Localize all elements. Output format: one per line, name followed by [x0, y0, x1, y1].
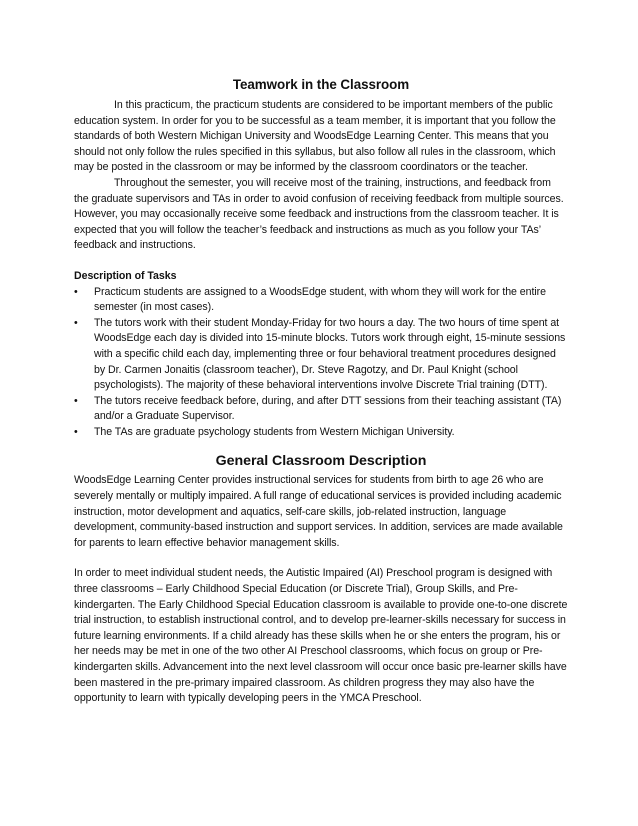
bullet-icon: •: [74, 316, 78, 329]
tasks-list: [74, 285, 568, 441]
tasks-heading: Description of Tasks: [74, 269, 177, 282]
intro-paragraph-2: Throughout the semester, you will receive most of the training, instructions, and feedback from the graduate supervisors and TAs in order to avoid confusion of receiving feedback from multiple sources. However, you may occasionally receive some feedback and instructions from the classroom teacher. It is expected that you will follow the teacher’s feedback and instructions as much as you follow your TAs’ feedback and instructions.: [74, 176, 564, 252]
task-item: [74, 425, 568, 441]
task-item: [74, 394, 568, 425]
task-text: The TAs are graduate psychology students from Western Michigan University.: [94, 425, 455, 438]
task-item: [74, 316, 568, 394]
bullet-icon: •: [74, 285, 78, 298]
document-title: Teamwork in the Classroom: [232, 77, 410, 92]
section-paragraph-2: In order to meet individual student needs, the Autistic Impaired (AI) Preschool program is designed with three classrooms – Early Childhood Special Education (or Discrete Trial), Group Skills, and Pre-kindergarten. The Early Childhood Special Education classroom is available to provide one-to-one discrete trial instruction, to establish instructional control, and to develop pre-learner-skills necessary for success in future learning environments. If a child already has these skills when he or she enters the program, his or her needs may be met in one of the two other AI Preschool classrooms, which focus on group or Pre-kindergarten skills. Advancement into the next level classroom will occur once basic pre-learner skills have been mastered in the pre-primary impaired classroom. As children progress they may also have the opportunity to learn with typically developing peers in the YMCA Preschool.: [74, 567, 568, 705]
section-paragraph-1: WoodsEdge Learning Center provides instructional services for students from birth to age 26 who are severely mentally or multiply impaired. A full range of educational services is provided including academic instruction, motor development and aquatics, self-care skills, job-related instruction, language development, community-based instruction and support services. In addition, services are made available for parents to learn effective behavior management skills.: [74, 474, 563, 549]
intro-paragraph-1: In this practicum, the practicum students are considered to be important members of the public education system. In order for you to be successful as a team member, it is important that you follow the standards of both Western Michigan University and WoodsEdge Learning Center. This means that you should not only follow the rules specified in this syllabus, but also follow all rules in the classroom, which may be posted in the classroom or may be informed by the classroom coordinators or the teacher.: [74, 99, 556, 174]
task-text: Practicum students are assigned to a WoodsEdge student, with whom they will work for the entire semester (in most cases).: [94, 285, 546, 314]
task-text: The tutors work with their student Monday-Friday for two hours a day. The two hours of time spent at WoodsEdge each day is divided into 15-minute blocks. Tutors work through eight, 15-minute sessions with a specific child each day, implementing three or four behavioral treatment procedures designed by Dr. Carmen Jonaitis (classroom teacher), Dr. Steve Ragotzy, and Dr. Paul Knight (school psychologists). The majority of these behavioral interventions involve Discrete Trial training (DTT).: [94, 316, 566, 392]
task-text: The tutors receive feedback before, during, and after DTT sessions from their teaching assistant (TA) and/or a Graduate Supervisor.: [94, 394, 562, 423]
task-item: [74, 285, 568, 316]
bullet-icon: •: [74, 394, 78, 407]
bullet-icon: •: [74, 425, 78, 438]
section-heading: General Classroom Description: [215, 453, 427, 470]
document-page: [74, 76, 568, 707]
